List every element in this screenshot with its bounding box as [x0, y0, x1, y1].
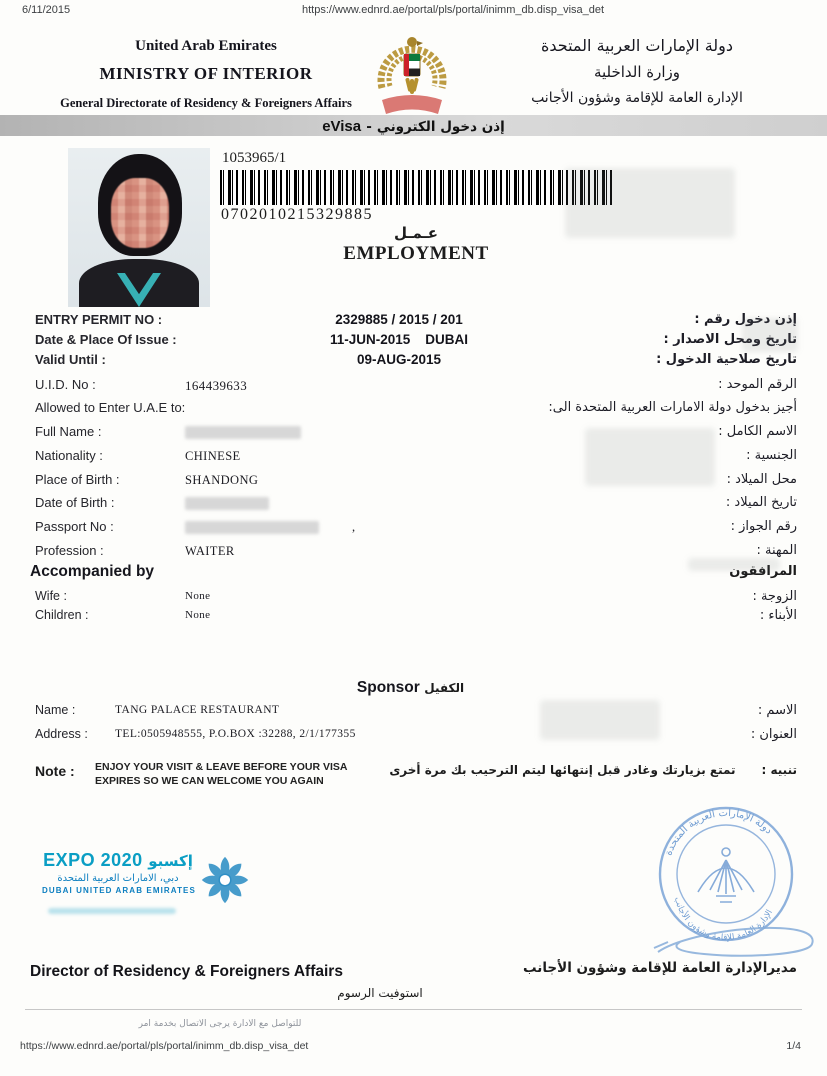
- bleed-through-mark: [742, 318, 798, 352]
- field-label: ENTRY PERMIT NO :: [35, 312, 163, 327]
- directorate-name: General Directorate of Residency & Foreigners Affairs: [60, 96, 352, 110]
- footer-divider: [25, 1009, 802, 1010]
- field-label-ar: إذن دخول رقم :: [694, 312, 797, 327]
- sponsor-heading: Sponsor: [356, 679, 420, 696]
- field-row-birth-date: [0, 495, 827, 515]
- field-row-passport: [0, 519, 827, 539]
- visa-type-arabic: عـمـل: [394, 224, 438, 242]
- field-label-ar: الجنسية :: [746, 448, 797, 463]
- country-name: United Arab Emirates: [135, 38, 277, 54]
- field-label: Address :: [35, 727, 88, 741]
- field-label-ar: المهنة :: [756, 543, 797, 558]
- expo-wordmark: EXPO 2020: [43, 850, 143, 870]
- expo-line1: [42, 850, 194, 871]
- field-label: Children :: [35, 608, 89, 622]
- uae-falcon-emblem-icon: [372, 30, 452, 127]
- field-value: TEL:0505948555, P.O.BOX :32288, 2/1/177355: [115, 728, 356, 740]
- field-label: Place of Birth :: [35, 472, 120, 487]
- footer-url: https://www.ednrd.ae/portal/pls/portal/inimm_db.disp_visa_det: [20, 1040, 309, 1052]
- directorate-name-ar: الإدارة العامة للإقامة وشؤون الأجانب: [531, 90, 743, 106]
- field-label: Date of Birth :: [35, 495, 115, 510]
- footer-contact-note-ar: للتواصل مع الادارة يرجى الاتصال بخدمة امر: [138, 1019, 302, 1029]
- bleed-through-mark: [540, 700, 660, 740]
- print-date: 6/11/2015: [22, 4, 71, 16]
- sponsor-heading-row: [0, 679, 827, 697]
- field-label-ar: الاسم الكامل :: [718, 424, 797, 439]
- field-label-ar: تاريخ صلاحية الدخول :: [656, 352, 797, 367]
- redacted-value: [185, 497, 269, 510]
- field-value: TANG PALACE RESTAURANT: [115, 704, 280, 716]
- field-row-allowed: [0, 400, 827, 420]
- photo-blurred-face: [111, 178, 169, 248]
- country-name-ar: دولة الإمارات العربية المتحدة: [540, 36, 734, 55]
- barcode-number: 0702010215329885: [221, 206, 373, 223]
- field-value-suffix: ,: [352, 520, 356, 534]
- bleed-through-mark: [585, 428, 715, 486]
- portrait-photo: [68, 148, 210, 307]
- note-text: ENJOY YOUR VISIT & LEAVE BEFORE YOUR VISA EXPIRES SO WE CAN WELCOME YOU AGAIN: [95, 761, 348, 788]
- field-row-uid: [0, 377, 827, 397]
- field-label-ar: أجيز بدخول دولة الامارات العربية المتحدة الى:: [548, 400, 797, 415]
- note-text-ar: تمتع بزيارتك وغادر قبل إنتهائها ليتم الترحيب بك مرة أخرى: [389, 763, 736, 777]
- ministry-name: MINISTRY OF INTERIOR: [99, 64, 313, 83]
- ministry-name-ar: وزارة الداخلية: [593, 63, 681, 81]
- expo-wordmark-ar: إكسبو: [148, 852, 193, 870]
- field-label: Full Name :: [35, 424, 102, 439]
- note-label-ar: تنبيه :: [761, 763, 797, 777]
- field-value: None: [185, 590, 211, 602]
- field-value: 11-JUN-2015 DUBAI: [329, 332, 469, 347]
- bleed-through-mark: [688, 558, 780, 571]
- director-title: Director of Residency & Foreigners Affairs: [30, 963, 343, 980]
- letterhead-arabic: [465, 36, 809, 106]
- field-value: SHANDONG: [185, 473, 259, 487]
- field-label-ar: الأبناء :: [759, 608, 797, 623]
- field-row-wife: [0, 589, 827, 609]
- field-value: None: [185, 609, 211, 621]
- svg-text:دولة الإمارات العربية المتحدة: دولة الإمارات العربية المتحدة: [663, 807, 775, 858]
- field-value: CHINESE: [185, 449, 241, 463]
- field-label: Valid Until :: [35, 352, 106, 367]
- accompanied-heading: Accompanied by: [30, 563, 155, 580]
- evisa-title-english: eVisa: [322, 118, 362, 135]
- accompanied-heading-ar: المرافقون: [729, 564, 797, 579]
- field-label-ar: محل الميلاد :: [726, 472, 797, 487]
- field-label: Passport No :: [35, 519, 114, 534]
- redacted-value: [185, 521, 319, 534]
- director-title-ar: مديرالإدارة العامة للإقامة وشؤون الأجانب: [523, 960, 797, 976]
- sponsor-heading-ar: الكفيل: [424, 681, 465, 695]
- field-label-ar: رقم الجواز :: [730, 519, 797, 534]
- bleed-through-mark: [565, 168, 735, 238]
- field-value: 2329885 / 2015 / 201: [335, 312, 463, 327]
- redacted-value: [185, 426, 301, 439]
- expo-rosette-icon: [198, 853, 252, 912]
- field-row-sponsor-name: [0, 703, 827, 723]
- evisa-title-arabic: إذن دخول الكتروني: [376, 119, 505, 135]
- evisa-title-separator: -: [366, 119, 372, 135]
- field-value: 164439633: [185, 378, 248, 393]
- visa-type-english: EMPLOYMENT: [343, 243, 489, 264]
- field-value: WAITER: [185, 544, 235, 558]
- note-label: Note :: [35, 763, 75, 779]
- field-row-sponsor-address: [0, 727, 827, 747]
- svg-text:الإدارة العامة للإقامة وشؤون ا: الإدارة العامة للإقامة وشؤون الأجانب: [671, 895, 776, 944]
- field-label-ar: الاسم :: [757, 703, 797, 718]
- expo-underline-smudge: [48, 908, 176, 914]
- print-url: https://www.ednrd.ae/portal/pls/portal/inimm_db.disp_visa_det: [302, 4, 605, 16]
- field-label-ar: تاريخ ومحل الاصدار :: [663, 332, 797, 347]
- note-arabic: [389, 763, 797, 777]
- barcode-image: [220, 170, 612, 205]
- fees-collected-ar: استوفيت الرسوم: [337, 986, 423, 1000]
- field-row-entry-permit: [0, 312, 827, 332]
- field-label: Allowed to Enter U.A.E to:: [35, 400, 186, 415]
- field-value: 09-AUG-2015: [356, 352, 442, 367]
- file-number: 1053965/1: [222, 150, 287, 166]
- expo-line3: DUBAI UNITED ARAB EMIRATES: [42, 886, 196, 895]
- field-label: Name :: [35, 703, 76, 717]
- letterhead-english: [28, 38, 384, 111]
- field-label-ar: الزوجة :: [752, 589, 797, 604]
- field-row-children: [0, 608, 827, 628]
- footer-page-number: 1/4: [786, 1040, 801, 1052]
- field-label: Wife :: [35, 589, 67, 603]
- field-label: U.I.D. No :: [35, 377, 96, 392]
- expo2020-logo: [42, 850, 194, 895]
- field-label: Nationality :: [35, 448, 103, 463]
- field-label: Date & Place Of Issue :: [35, 332, 177, 347]
- field-row-valid-until: [0, 352, 827, 372]
- expo-line2-ar: دبي، الامارات العربية المتحدة: [57, 873, 179, 884]
- field-row-issue: [0, 332, 827, 352]
- field-label-ar: تاريخ الميلاد :: [725, 495, 797, 510]
- field-label-ar: العنوان :: [750, 727, 797, 742]
- field-label-ar: الرقم الموحد :: [718, 377, 797, 392]
- field-label: Profession :: [35, 543, 104, 558]
